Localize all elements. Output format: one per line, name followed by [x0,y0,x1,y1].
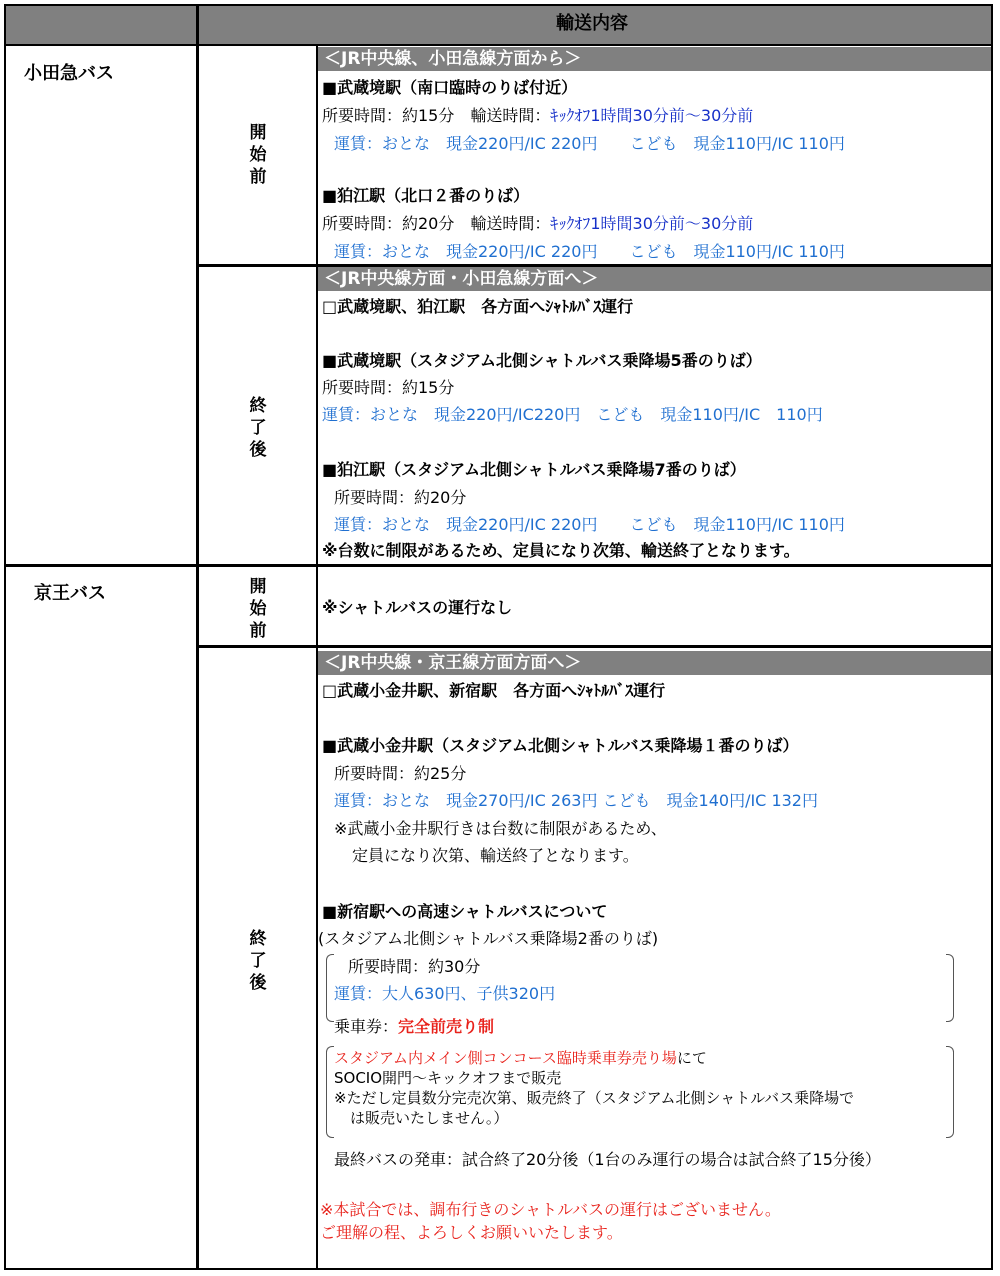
odakyu-before-s2-time: 所要時間：約20分 輸送時間：ｷｯｸｵﾌ1時間30分前～30分前 [322,214,754,233]
company-split-line [4,564,993,567]
company-keio: 京王バス [34,583,106,604]
bracket-right-1 [946,954,954,1022]
keio-after-warn2: ご理解の程、よろしくお願いいたします。 [320,1223,623,1242]
keio-after-last-bus: 最終バスの発車：試合終了20分後（1台のみ運行の場合は試合終了15分後） [334,1150,881,1169]
keio-after-band: ＜JR中央線・京王線方面方面へ＞ [318,651,991,675]
bracket-right-2 [946,1046,954,1138]
company-odakyu: 小田急バス [24,63,114,84]
odakyu-before-label: 開 始 前 [249,123,267,187]
odakyu-before-s1-time: 所要時間：約15分 輸送時間：ｷｯｸｵﾌ1時間30分前～30分前 [322,106,754,125]
odakyu-after-label: 終 了 後 [249,396,267,460]
odakyu-before-s2-fare: 運賃：おとな 現金220円/IC 220円 こども 現金110円/IC 110円 [334,242,845,261]
odakyu-after-note: □武蔵境駅、狛江駅 各方面へｼｬﾄﾙﾊﾞｽ運行 [322,297,634,316]
header-title: 輸送内容 [556,13,628,34]
keio-before-text: ※シャトルバスの運行なし [322,598,513,617]
odakyu-after-band: ＜JR中央線方面・小田急線方面へ＞ [318,267,991,291]
keio-after-ticket: 乗車券：完全前売り制 [334,1017,495,1036]
col-divider-1 [196,4,199,1270]
keio-after-s1-title: ■武蔵小金井駅（スタジアム北側シャトルバス乗降場１番のりば） [322,736,799,755]
keio-after-warn1: ※本試合では、調布行きのシャトルバスの運行はございません。 [320,1200,781,1219]
odakyu-after-limit: ※台数に制限があるため、定員になり次第、輸送終了となります。 [322,541,800,560]
header-bottom-line [4,44,993,46]
keio-after-s1-note2: 定員になり次第、輸送終了となります。 [352,846,639,865]
odakyu-after-s1-time: 所要時間：約15分 [322,378,455,397]
odakyu-before-s1-title: ■武蔵境駅（南口臨時のりば付近） [322,78,578,97]
keio-after-s2-sub: (スタジアム北側シャトルバス乗降場2番のりば) [318,929,659,948]
bracket-left-2 [326,1046,334,1138]
keio-after-s1-note1: ※武蔵小金井駅行きは台数に制限があるため、 [334,819,667,838]
keio-after-label: 終 了 後 [249,929,267,993]
odakyu-after-s1-title: ■武蔵境駅（スタジアム北側シャトルバス乗降場5番のりば） [322,351,762,370]
keio-after-note: □武蔵小金井駅、新宿駅 各方面へｼｬﾄﾙﾊﾞｽ運行 [322,681,666,700]
odakyu-after-s2-time: 所要時間：約20分 [334,488,467,507]
keio-after-s2-fare: 運賃：大人630円、子供320円 [334,984,556,1003]
keio-after-sale-place: スタジアム内メイン側コンコース臨時乗車券売り場にて [334,1049,707,1067]
odakyu-before-s2-title: ■狛江駅（北口２番のりば） [322,186,530,205]
keio-after-s2-title: ■新宿駅への高速シャトルバスについて [322,902,608,921]
odakyu-after-s2-fare: 運賃：おとな 現金220円/IC 220円 こども 現金110円/IC 110円 [334,515,845,534]
keio-after-s1-fare: 運賃：おとな 現金270円/IC 263円 こども 現金140円/IC 132円 [334,791,818,810]
odakyu-after-s1-fare: 運賃：おとな 現金220円/IC220円 こども 現金110円/IC 110円 [322,405,823,424]
keio-after-s1-time: 所要時間：約25分 [334,764,467,783]
odakyu-before-s1-fare: 運賃：おとな 現金220円/IC 220円 こども 現金110円/IC 110円 [334,134,845,153]
keio-after-s2-time: 所要時間：約30分 [348,957,481,976]
keio-after-sale-time: SOCIO開門～キックオフまで販売 [334,1069,562,1087]
keio-after-sale-note2: は販売いたしません。） [350,1109,509,1127]
odakyu-before-band: ＜JR中央線、小田急線方面から＞ [318,47,991,71]
bracket-left-1 [326,954,334,1022]
keio-after-sale-note1: ※ただし定員数分完売次第、販売終了（スタジアム北側シャトルバス乗降場で [334,1089,855,1107]
odakyu-after-s2-title: ■狛江駅（スタジアム北側シャトルバス乗降場7番のりば） [322,460,746,479]
keio-split-line [196,645,993,648]
keio-before-label: 開 始 前 [249,577,267,641]
